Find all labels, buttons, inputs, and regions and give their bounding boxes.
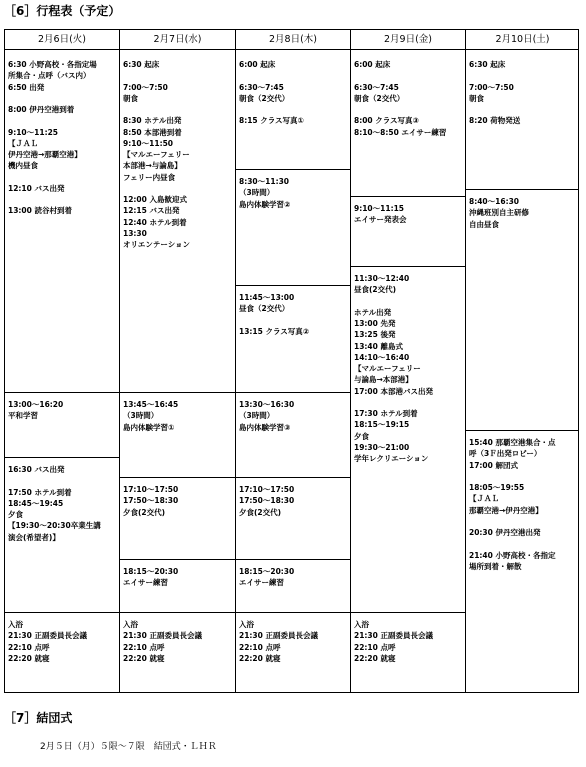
schedule-line: 14:10～16:40: [354, 352, 410, 362]
schedule-cell: [236, 613, 350, 693]
schedule-line: 12:00 入島歓迎式: [123, 195, 187, 204]
schedule-line: 6:30 小野高校・各指定場: [8, 60, 97, 69]
schedule-line: エイサー練習: [239, 578, 284, 588]
schedule-line: エイサー発表会: [354, 215, 407, 225]
schedule-line: （3時間）: [239, 188, 275, 198]
schedule-line: 17:10～17:50: [123, 485, 179, 494]
schedule-cell: [466, 190, 579, 431]
schedule-line: 17:50～18:30: [239, 496, 295, 506]
schedule-line: 6:50 出発: [8, 82, 45, 92]
schedule-line: （3時間）: [239, 411, 275, 421]
ceremony-line: 2月５日（月）５限～７限 結団式・ＬＨＲ: [40, 742, 217, 752]
schedule-table: [4, 29, 579, 693]
schedule-line: 場所到着・解散: [469, 561, 522, 571]
schedule-line: 昼食（2交代）: [239, 304, 290, 314]
schedule-line: 朝食（2交代）: [239, 93, 290, 103]
schedule-line: 17:30 ホテル到着: [354, 409, 418, 418]
schedule-line: 13:00～16:20: [8, 400, 64, 409]
schedule-line: 17:10～17:50: [239, 485, 295, 494]
schedule-line: 22:20 就寝: [8, 653, 50, 663]
schedule-line: 朝食: [123, 93, 138, 103]
schedule-line: 朝食（2交代）: [354, 93, 405, 103]
schedule-line: 演会(希望者)】: [8, 532, 60, 542]
schedule-line: 9:10～11:50: [123, 138, 174, 148]
schedule-cell: [120, 613, 235, 693]
schedule-cell: [120, 50, 235, 393]
schedule-line: 13:15 クラス写真②: [239, 326, 310, 336]
schedule-line: 本部港→与論島】: [123, 161, 182, 171]
schedule-line: 所集合・点呼（バス内）: [8, 71, 91, 81]
schedule-line: 学年レクリエーション: [354, 454, 429, 463]
schedule-line: 8:40～16:30: [469, 197, 520, 206]
section-heading-schedule: ［6］行程表（予定）: [4, 4, 121, 18]
schedule-line: 入浴: [123, 620, 138, 629]
schedule-line: 9:10～11:25: [8, 127, 59, 137]
schedule-cell: [120, 560, 235, 613]
schedule-cell: [236, 478, 350, 560]
schedule-line: 8:20 荷物発送: [469, 116, 521, 126]
schedule-line: 夕食: [354, 431, 369, 441]
schedule-line: 7:00～7:50: [123, 82, 168, 92]
day-header: 2月8日(木): [268, 34, 317, 45]
schedule-line: 18:15～20:30: [239, 567, 295, 576]
schedule-line: 12:15 バス出発: [123, 206, 180, 216]
schedule-line: 機内昼食: [8, 161, 38, 171]
day-header: 2月10日(土): [495, 34, 550, 45]
schedule-cell: [351, 613, 465, 693]
schedule-line: 入浴: [8, 620, 23, 629]
schedule-line: 入浴: [354, 620, 369, 629]
schedule-line: 17:50～18:30: [123, 496, 179, 506]
schedule-line: 13:45～16:45: [123, 400, 179, 409]
schedule-line: 17:00 本部港バス出発: [354, 386, 433, 396]
schedule-line: 呼（3Ｆ出発ロビー）: [469, 449, 542, 459]
schedule-line: 9:10～11:15: [354, 204, 405, 213]
schedule-line: 【ＪＡＬ: [469, 494, 499, 504]
schedule-line: 22:20 就寝: [123, 653, 165, 663]
schedule-cell: [5, 613, 119, 693]
day-header: 2月7日(水): [153, 34, 202, 45]
schedule-line: 【マルエーフェリー: [354, 364, 421, 373]
schedule-line: 【ＪＡＬ: [8, 138, 38, 148]
schedule-line: 13:25 後発: [354, 330, 396, 340]
schedule-line: （3時間）: [123, 411, 159, 421]
schedule-line: 島内体験学習①: [123, 422, 175, 432]
section-heading-ceremony: ［7］結団式: [4, 711, 73, 725]
schedule-line: 入浴: [239, 620, 254, 629]
schedule-line: 7:00～7:50: [469, 82, 514, 92]
schedule-line: 自由昼食: [469, 219, 499, 229]
schedule-line: 那覇空港→伊丹空港】: [469, 505, 543, 515]
day-header: 2月6日(火): [37, 34, 86, 45]
schedule-line: 朝食: [469, 93, 484, 103]
schedule-line: 8:30～11:30: [239, 177, 290, 186]
schedule-line: 17:00 解団式: [469, 460, 518, 470]
schedule-line: 6:30～7:45: [239, 82, 284, 92]
schedule-line: 21:40 小野高校・各指定: [469, 550, 556, 560]
schedule-line: 12:10 バス出発: [8, 183, 65, 193]
schedule-cell: [351, 197, 465, 267]
schedule-line: 18:05～19:55: [469, 483, 525, 492]
schedule-cell: [120, 393, 235, 478]
schedule-line: 13:30: [123, 228, 147, 238]
schedule-line: 22:20 就寝: [354, 653, 396, 663]
schedule-line: ホテル出発: [354, 307, 392, 317]
schedule-cell: [466, 431, 579, 693]
schedule-line: 13:00 先発: [354, 319, 396, 328]
schedule-cell: [236, 286, 350, 393]
schedule-line: 13:40 離島式: [354, 341, 403, 351]
schedule-line: エイサー練習: [123, 578, 168, 588]
schedule-cell: [5, 50, 119, 393]
schedule-line: 13:00 読谷村到着: [8, 206, 72, 216]
schedule-line: 16:30 バス出発: [8, 465, 65, 474]
schedule-line: オリエンテーション: [123, 240, 191, 249]
schedule-line: 8:00 伊丹空港到着: [8, 105, 75, 114]
schedule-line: 22:10 点呼: [123, 642, 165, 652]
schedule-line: 8:15 クラス写真①: [239, 116, 304, 126]
schedule-line: 12:40 ホテル到着: [123, 217, 187, 227]
schedule-cell: [236, 560, 350, 613]
schedule-line: 21:30 正副委員長会議: [239, 631, 318, 641]
schedule-line: 21:30 正副委員長会議: [123, 631, 202, 641]
schedule-line: 伊丹空港→那覇空港】: [8, 150, 82, 159]
schedule-line: 8:50 本部港到着: [123, 127, 182, 137]
schedule-line: 17:50 ホテル到着: [8, 487, 72, 497]
schedule-line: 夕食(2交代): [123, 507, 166, 517]
day-header: 2月9日(金): [383, 34, 432, 45]
schedule-cell: [351, 50, 465, 197]
schedule-cell: [236, 393, 350, 478]
schedule-cell: [5, 458, 119, 613]
schedule-line: 6:30 起床: [469, 60, 506, 69]
schedule-line: 8:30 ホテル出発: [123, 116, 182, 126]
schedule-line: 昼食(2交代): [354, 285, 397, 295]
schedule-line: 18:45～19:45: [8, 498, 64, 508]
schedule-cell: [120, 478, 235, 560]
schedule-line: 8:10～8:50 エイサー練習: [354, 127, 447, 137]
schedule-line: 【マルエーフェリー: [123, 150, 190, 159]
schedule-line: 8:00 クラス写真③: [354, 116, 419, 126]
schedule-line: 22:10 点呼: [8, 642, 50, 652]
schedule-line: 夕食: [8, 510, 23, 519]
schedule-line: 15:40 那覇空港集合・点: [469, 438, 556, 447]
schedule-cell: [351, 267, 465, 613]
schedule-line: 【19:30～20:30卒業生講: [8, 521, 101, 531]
schedule-line: フェリー内昼食: [123, 172, 176, 182]
schedule-line: 20:30 伊丹空港出発: [469, 528, 541, 537]
schedule-line: 与論島→本部港】: [354, 375, 413, 385]
schedule-line: 13:30～16:30: [239, 400, 295, 409]
schedule-cell: [236, 50, 350, 170]
schedule-line: 19:30～21:00: [354, 442, 410, 452]
schedule-cell: [466, 50, 579, 190]
schedule-line: 22:10 点呼: [354, 642, 396, 652]
schedule-line: 6:30～7:45: [354, 82, 399, 92]
schedule-line: 21:30 正副委員長会議: [8, 631, 87, 641]
schedule-line: 6:00 起床: [239, 60, 276, 69]
schedule-line: 22:10 点呼: [239, 642, 281, 652]
schedule-line: 沖縄班別自主研修: [469, 208, 529, 218]
schedule-line: 21:30 正副委員長会議: [354, 631, 433, 641]
schedule-line: 18:15～20:30: [123, 567, 179, 576]
schedule-line: 6:30 起床: [123, 60, 160, 69]
schedule-line: 22:20 就寝: [239, 653, 281, 663]
schedule-line: 6:00 起床: [354, 60, 391, 69]
schedule-cell: [5, 393, 119, 458]
schedule-line: 平和学習: [8, 411, 38, 421]
schedule-line: 18:15～19:15: [354, 420, 410, 430]
schedule-line: 夕食(2交代): [239, 507, 282, 517]
schedule-line: 島内体験学習③: [239, 422, 291, 432]
schedule-line: 11:30～12:40: [354, 274, 410, 283]
schedule-line: 島内体験学習②: [239, 199, 291, 209]
schedule-line: 11:45～13:00: [239, 293, 295, 302]
schedule-cell: [236, 170, 350, 286]
